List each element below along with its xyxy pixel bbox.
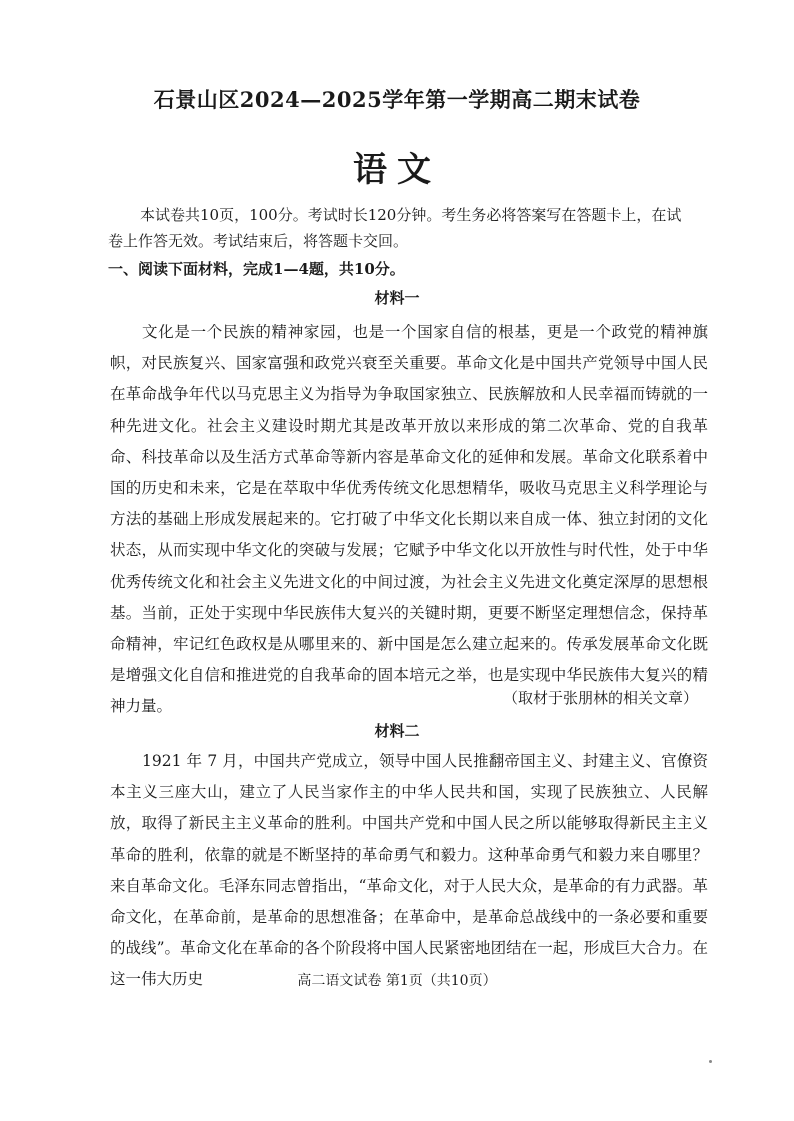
subject-title: 语文 (353, 150, 441, 190)
scan-speck (709, 1060, 712, 1063)
exam-instructions (108, 202, 698, 254)
material-2-title: 材料二 (374, 722, 420, 740)
page-footer: 高二语文试卷 第1页（共10页） (297, 973, 497, 989)
exam-title: 石景山区2024—2025学年第一学期高二期末试卷 (153, 87, 641, 112)
instructions-line-2: 卷上作答无效。考试结束后，将答题卡交回。 (108, 232, 409, 250)
material-1-text: 文化是一个民族的精神家园，也是一个国家自信的根基，更是一个政党的精神旗帜，对民族复兴、国家富强和政党兴衰至关重要。革命文化是中国共产党领导中国人民在革命战争年代以马克思主义为指导为争取国家独立、民族解放和人民幸福而铸就的一种先进文化。社会主义建设时期尤其是改革开放以来形成的第二次革命、党的自我革命、科技革命以及生活方式革命等新内容是革命文化的延伸和发展。革命文化联系着中国的历史和未来，它是在萃取中华优秀传统文化思想精华，吸收马克思主义科学理论与方法的基础上形成发展起来的。它打破了中华文化长期以来自成一体、独立封闭的文化状态，从而实现中华文化的突破与发展；它赋予中华文化以开放性与时代性，处于中华优秀传统文化和社会主义先进文化的中间过渡，为社会主义先进文化奠定深厚的思想根基。当前，正处于实现中华民族伟大复兴的关键时期，更要不断坚定理想信念，保持革命精神，牢记红色政权是从哪里来的、新中国是怎么建立起来的。传承发展革命文化既是增强文化自信和推进党的自我革命的固本培元之举，也是实现中华民族伟大复兴的精神力量。 (110, 323, 708, 716)
material-2-text: 1921 年 7 月，中国共产党成立，领导中国人民推翻帝国主义、封建主义、官僚资本主义三座大山，建立了人民当家作主的中华人民共和国，实现了民族独立、人民解放，取得了新民主主义革命的胜利。中国共产党和中国人民之所以能够取得新民主主义革命的胜利，依靠的就是不断坚持的革命勇气和毅力。这种革命勇气和毅力来自哪里？来自革命文化。毛泽东同志曾指出，“革命文化，对于人民大众，是革命的有力武器。革命文化，在革命前，是革命的思想准备；在革命中，是革命总战线中的一条必要和重要的战线”。革命文化在革命的各个阶段将中国人民紧密地团结在一起，形成巨大合力。在这一伟大历史 (110, 752, 708, 989)
material-1-source: （取材于张朋林的相关文章） (502, 689, 698, 707)
material-1-title: 材料一 (374, 289, 420, 307)
section-heading: 一、阅读下面材料，完成1—4题，共10分。 (108, 260, 405, 278)
instructions-line-1: 本试卷共10页，100分。考试时长120分钟。考生务必将答案写在答题卡上，在试 (140, 206, 682, 224)
